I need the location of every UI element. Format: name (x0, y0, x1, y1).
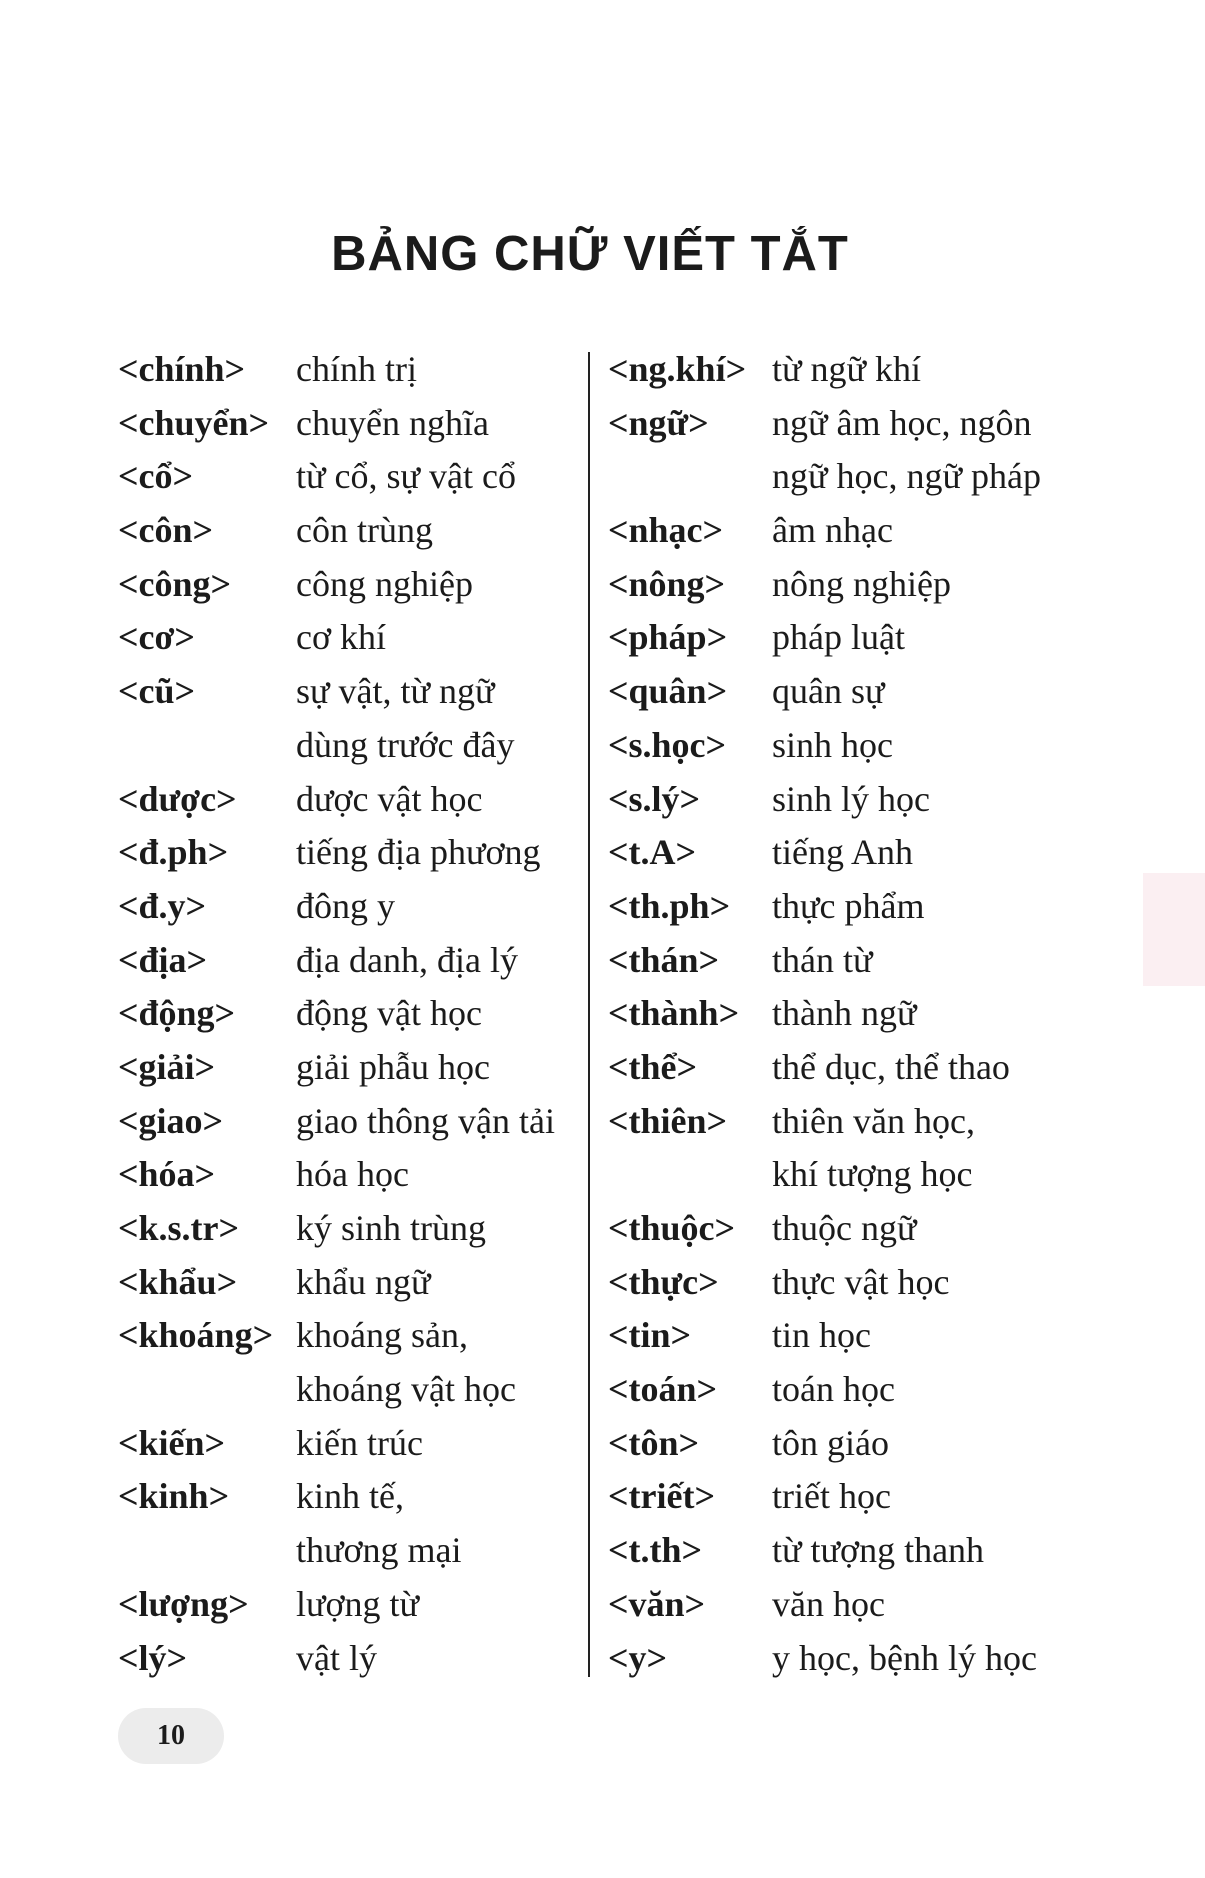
abbreviation-meaning: chính trị (296, 349, 417, 389)
abbreviation-row (608, 1256, 1168, 1310)
abbreviation-row (608, 1470, 1168, 1524)
abbreviation-meaning: kinh tế, (296, 1476, 404, 1517)
abbreviation-term: <cũ> (118, 671, 196, 712)
abbreviation-term: <giải> (118, 1046, 216, 1087)
abbreviation-meaning: từ ngữ khí (772, 349, 922, 389)
abbreviation-row (118, 450, 588, 504)
abbreviation-meaning: pháp luật (772, 617, 905, 658)
abbreviation-term: <t.A> (608, 832, 697, 873)
abbreviation-term: <chuyển> (118, 402, 270, 443)
abbreviation-meaning: từ cổ, sự vật cổ (296, 456, 516, 497)
abbreviation-meaning: hóa học (296, 1154, 409, 1195)
abbreviation-term: <đ.ph> (118, 832, 229, 873)
right-abbreviation-column (608, 343, 1168, 1685)
abbreviation-row (608, 343, 1168, 397)
abbreviation-row (118, 665, 588, 719)
page-number: 10 (118, 1708, 224, 1764)
abbreviation-term: <toán> (608, 1369, 718, 1410)
abbreviation-row (118, 343, 588, 397)
abbreviation-term (608, 450, 772, 504)
abbreviation-meaning: khoáng vật học (296, 1369, 516, 1410)
abbreviation-row (118, 934, 588, 988)
abbreviation-row (118, 1524, 588, 1578)
abbreviation-meaning: thiên văn học, (772, 1100, 975, 1141)
abbreviation-row (118, 558, 588, 612)
abbreviation-term: <thực> (608, 1261, 719, 1302)
abbreviation-meaning: triết học (772, 1476, 891, 1517)
abbreviation-term: <s.lý> (608, 778, 701, 819)
abbreviation-row (118, 611, 588, 665)
abbreviation-row (608, 1632, 1168, 1686)
abbreviation-term: <khoáng> (118, 1315, 274, 1356)
abbreviation-row (118, 1363, 588, 1417)
abbreviation-meaning: thán từ (772, 939, 873, 980)
abbreviation-meaning: khẩu ngữ (296, 1261, 431, 1302)
abbreviation-term: <cổ> (118, 456, 194, 497)
abbreviation-meaning: cơ khí (296, 617, 387, 658)
abbreviation-row (608, 450, 1168, 504)
abbreviation-meaning: tin học (772, 1315, 871, 1356)
abbreviation-row (608, 987, 1168, 1041)
left-abbreviation-column (118, 343, 588, 1685)
abbreviation-term (118, 719, 296, 773)
abbreviation-row (608, 397, 1168, 451)
abbreviation-term: <pháp> (608, 617, 728, 658)
abbreviation-row (118, 1309, 588, 1363)
abbreviation-meaning: tiếng Anh (772, 832, 913, 873)
abbreviation-row (118, 1470, 588, 1524)
side-tab-marker (1143, 873, 1205, 986)
abbreviation-meaning: địa danh, địa lý (296, 939, 518, 980)
abbreviation-term: <lượng> (118, 1583, 249, 1624)
abbreviation-term: <ngữ> (608, 402, 709, 443)
abbreviation-term: <kiến> (118, 1422, 226, 1463)
abbreviation-row (118, 826, 588, 880)
abbreviation-term: <ng.khí> (608, 349, 747, 389)
abbreviation-row (608, 1363, 1168, 1417)
abbreviation-row (608, 1578, 1168, 1632)
abbreviation-row (608, 826, 1168, 880)
abbreviation-term: <giao> (118, 1100, 224, 1141)
abbreviation-term: <triết> (608, 1476, 715, 1517)
abbreviation-term: <thuộc> (608, 1208, 736, 1248)
abbreviation-term: <hóa> (118, 1154, 216, 1195)
abbreviation-row (118, 1578, 588, 1632)
abbreviation-row (118, 1041, 588, 1095)
abbreviation-row (608, 1041, 1168, 1095)
abbreviation-term: <cơ> (118, 617, 195, 658)
abbreviation-row (608, 611, 1168, 665)
abbreviation-term: <động> (118, 993, 236, 1034)
abbreviation-meaning: sinh học (772, 724, 893, 765)
abbreviation-meaning: văn học (772, 1583, 885, 1624)
column-divider (588, 352, 590, 1677)
abbreviation-term: <lý> (118, 1637, 188, 1678)
abbreviation-term: <s.học> (608, 724, 727, 765)
abbreviation-meaning: vật lý (296, 1637, 377, 1678)
abbreviation-meaning: công nghiệp (296, 563, 473, 604)
abbreviation-meaning: dược vật học (296, 778, 483, 819)
abbreviation-term: <côn> (118, 510, 214, 551)
abbreviation-term: <th.ph> (608, 885, 731, 926)
abbreviation-row (608, 558, 1168, 612)
abbreviation-row (118, 773, 588, 827)
abbreviation-row (608, 1309, 1168, 1363)
abbreviation-row (118, 880, 588, 934)
page-title: BẢNG CHỮ VIẾT TẮT (331, 227, 849, 281)
abbreviation-meaning: từ tượng thanh (772, 1530, 985, 1571)
abbreviation-term: <công> (118, 563, 232, 604)
abbreviation-meaning: đông y (296, 885, 395, 926)
abbreviation-term: <thành> (608, 993, 740, 1034)
abbreviation-term (118, 1524, 296, 1578)
abbreviation-term: <đ.y> (118, 885, 207, 926)
abbreviation-row (118, 1148, 588, 1202)
abbreviation-meaning: y học, bệnh lý học (772, 1637, 1037, 1678)
abbreviation-term: <tin> (608, 1315, 692, 1356)
abbreviation-term: <dược> (118, 778, 237, 819)
abbreviation-meaning: quân sự (772, 671, 885, 712)
abbreviation-term: <văn> (608, 1583, 706, 1624)
abbreviation-term: <quân> (608, 671, 728, 712)
abbreviation-row (608, 1095, 1168, 1149)
abbreviation-row (118, 397, 588, 451)
abbreviation-meaning: toán học (772, 1369, 895, 1410)
abbreviation-row (118, 1256, 588, 1310)
abbreviation-meaning: tiếng địa phương (296, 832, 541, 873)
abbreviation-meaning: giao thông vận tải (296, 1100, 555, 1141)
abbreviation-meaning: tôn giáo (772, 1422, 889, 1463)
abbreviation-term: <khẩu> (118, 1261, 238, 1302)
abbreviation-row (118, 719, 588, 773)
abbreviation-row (608, 934, 1168, 988)
abbreviation-meaning: dùng trước đây (296, 724, 515, 765)
abbreviation-meaning: thể dục, thể thao (772, 1046, 1010, 1087)
abbreviation-term: <y> (608, 1637, 668, 1678)
abbreviation-row (608, 1148, 1168, 1202)
abbreviation-term: <nhạc> (608, 510, 724, 551)
abbreviation-row (608, 504, 1168, 558)
abbreviation-term: <nông> (608, 563, 726, 604)
abbreviation-term: <t.th> (608, 1530, 703, 1571)
abbreviation-meaning: sinh lý học (772, 778, 930, 819)
abbreviation-meaning: ngữ học, ngữ pháp (772, 456, 1041, 497)
abbreviation-term: <thán> (608, 939, 720, 980)
abbreviation-row (608, 1524, 1168, 1578)
abbreviation-meaning: thực vật học (772, 1261, 950, 1302)
abbreviation-term: <thiên> (608, 1100, 728, 1141)
abbreviation-row (118, 1095, 588, 1149)
abbreviation-term (608, 1148, 772, 1202)
abbreviation-meaning: thành ngữ (772, 993, 917, 1034)
abbreviation-meaning: côn trùng (296, 510, 433, 551)
abbreviation-meaning: thuộc ngữ (772, 1208, 917, 1248)
abbreviation-meaning: ngữ âm học, ngôn (772, 402, 1032, 443)
abbreviation-row (118, 504, 588, 558)
abbreviation-row (608, 665, 1168, 719)
abbreviation-term (118, 1363, 296, 1417)
abbreviation-meaning: kiến trúc (296, 1422, 423, 1463)
abbreviation-row (608, 1202, 1168, 1256)
abbreviation-meaning: ký sinh trùng (296, 1208, 487, 1248)
abbreviation-row (118, 1417, 588, 1471)
abbreviation-term: <địa> (118, 939, 208, 980)
abbreviation-row (608, 1417, 1168, 1471)
abbreviation-row (118, 1632, 588, 1686)
abbreviation-meaning: thương mại (296, 1530, 462, 1571)
abbreviation-meaning: giải phẫu học (296, 1046, 490, 1087)
abbreviation-meaning: sự vật, từ ngữ (296, 671, 495, 712)
abbreviation-meaning: thực phẩm (772, 885, 925, 926)
abbreviation-meaning: âm nhạc (772, 510, 893, 551)
abbreviation-meaning: nông nghiệp (772, 563, 951, 604)
abbreviation-term: <k.s.tr> (118, 1208, 240, 1248)
abbreviation-term: <thể> (608, 1046, 698, 1087)
abbreviation-term: <chính> (118, 349, 246, 389)
abbreviation-row (608, 880, 1168, 934)
abbreviation-term: <tôn> (608, 1422, 700, 1463)
abbreviation-row (608, 719, 1168, 773)
abbreviation-row (118, 1202, 588, 1256)
abbreviation-row (608, 773, 1168, 827)
abbreviation-meaning: khoáng sản, (296, 1315, 468, 1356)
abbreviation-meaning: động vật học (296, 993, 482, 1034)
abbreviation-meaning: khí tượng học (772, 1154, 973, 1195)
abbreviation-meaning: chuyển nghĩa (296, 402, 489, 443)
abbreviation-meaning: lượng từ (296, 1583, 420, 1624)
abbreviation-row (118, 987, 588, 1041)
abbreviation-term: <kinh> (118, 1476, 230, 1517)
